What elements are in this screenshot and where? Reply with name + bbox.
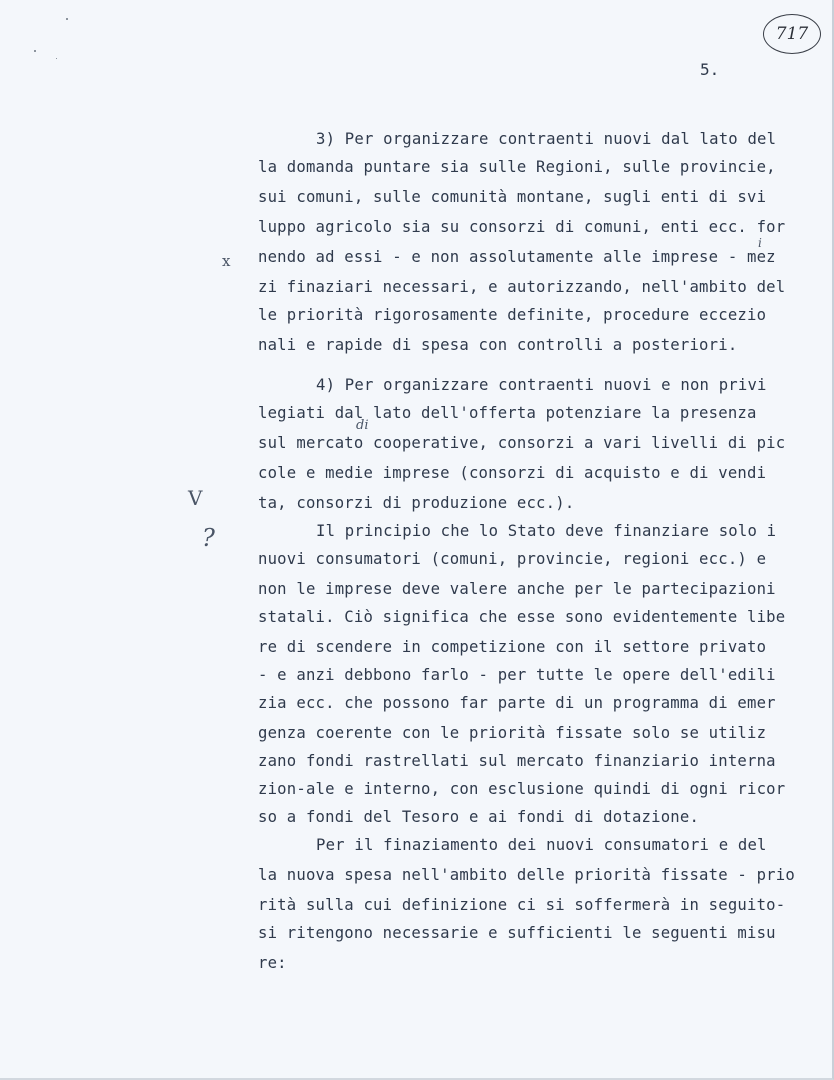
text-line: la nuova spesa nell'ambito delle priorità fissate - prio [258,866,795,884]
text-line: si ritengono necessarie e sufficienti le seguenti misu [258,924,776,942]
text-line: nendo ad essi - e non assolutamente alle imprese - mez [258,248,776,266]
text-line: sul mercato cooperative, consorzi a vari livelli di pic [258,434,786,452]
handwritten-insertion-di: di [356,418,369,433]
text-line: luppo agricolo sia su consorzi di comuni, enti ecc. for [258,218,786,236]
text-line: zi finaziari necessari, e autorizzando, nell'ambito del [258,278,786,296]
text-line: zano fondi rastrellati sul mercato finanziario interna [258,752,776,770]
text-line: cole e medie imprese (consorzi di acquisto e di vendi [258,464,767,482]
text-line: le priorità rigorosamente definite, procedure eccezio [258,306,767,324]
paper-speck [56,58,57,59]
text-line: la domanda puntare sia sulle Regioni, sulle provincie, [258,158,776,176]
text-line: zion-ale e interno, con esclusione quindi di ogni ricor [258,780,786,798]
margin-check-mark: V [188,486,203,510]
archive-number: 717 [775,24,809,44]
handwritten-insertion-i: i [758,236,762,250]
text-line: zia ecc. che possono far parte di un programma di emer [258,694,776,712]
text-line: legiati dal lato dell'offerta potenziare la presenza [258,404,757,422]
text-line: re di scendere in competizione con il settore privato [258,638,767,656]
archive-number-stamp [763,14,821,54]
text-line: ta, consorzi di produzione ecc.). [258,494,575,512]
paper-speck [66,18,68,20]
text-line: statali. Ciò significa che esse sono evidentemente libe [258,608,786,626]
margin-question-mark: ? [202,524,215,552]
text-line: re: [258,954,287,972]
text-line: - e anzi debbono farlo - per tutte le opere dell'edili [258,666,776,684]
text-line: genza coerente con le priorità fissate solo se utiliz [258,724,767,742]
paper-speck [34,50,36,52]
text-line: non le imprese deve valere anche per le partecipazioni [258,580,776,598]
text-line: nuovi consumatori (comuni, provincie, regioni ecc.) e [258,550,767,568]
margin-x-mark: x [222,252,231,270]
text-line: nali e rapide di spesa con controlli a posteriori. [258,336,738,354]
text-line: rità sulla cui definizione ci si soffermerà in seguito- [258,896,786,914]
text-line: 3) Per organizzare contraenti nuovi dal lato del [316,130,777,148]
page-number: 5. [700,60,720,79]
text-line: Per il finaziamento dei nuovi consumatori e del [316,836,767,854]
text-line: 4) Per organizzare contraenti nuovi e non privi [316,376,767,394]
text-line: so a fondi del Tesoro e ai fondi di dotazione. [258,808,700,826]
text-line: sui comuni, sulle comunità montane, sugli enti di svi [258,188,767,206]
text-line: Il principio che lo Stato deve finanziare solo i [316,522,777,540]
